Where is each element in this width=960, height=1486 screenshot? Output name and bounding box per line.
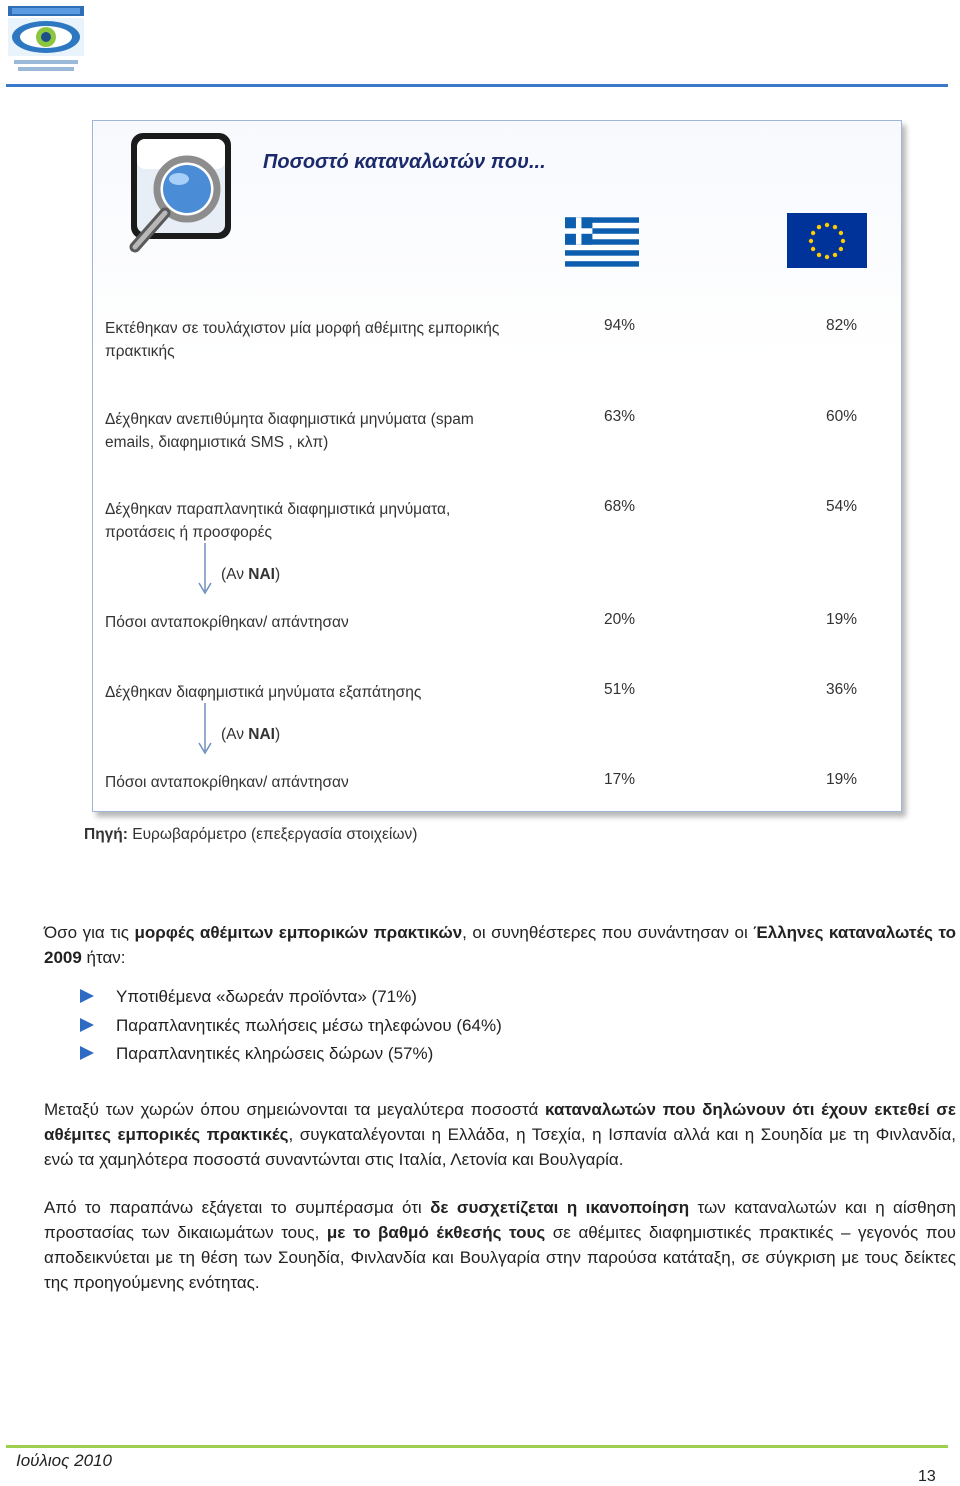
paragraph-conclusion: Από το παραπάνω εξάγεται το συμπέρασμα ότι δε συσχετίζεται η ικανοποίηση των καταναλωτών και η αίσθηση προστασίας των δικαιωμάτων τους, με το βαθμό έκθεσής τους σε αθέμιτες διαφημιστικές πρακτικές – γεγονός που αποδεικνύεται με τη θέση των Σουηδία, Φινλανδία και Βουλγαρία στην παρούσα κατάταξη, σε σύγκριση με τους δείκτες της προηγούμενης ενότητας. — [44, 1198, 957, 1292]
value-eu: 82% — [825, 317, 857, 334]
magnifier-icon — [121, 127, 241, 257]
value-greece: 63% — [603, 408, 635, 425]
row-label: Δέχθηκαν διαφημιστικά μηνύματα εξαπάτησης — [105, 684, 422, 701]
paragraph-forms: Όσο για τις μορφές αθέμιτων εμπορικών πρακτικών, οι συνηθέστερες που συνάντησαν οι Έλληνες καταναλωτές το 2009 ήταν: — [44, 923, 957, 967]
value-eu: 19% — [825, 611, 857, 628]
list-item: Υποτιθέμενα «δωρεάν προϊόντα» (71%) — [80, 984, 502, 1013]
value-greece: 68% — [603, 498, 635, 515]
eye-logo-icon — [8, 6, 84, 74]
row-label: Εκτέθηκαν σε τουλάχιστον μία μορφή αθέμιτης εμπορικής πρακτικής — [105, 320, 500, 360]
value-greece: 51% — [603, 681, 635, 698]
value-greece: 17% — [603, 771, 635, 788]
value-eu: 54% — [825, 498, 857, 515]
list-item: Παραπλανητικές κληρώσεις δώρων (57%) — [80, 1041, 502, 1070]
row-label: Πόσοι ανταποκρίθηκαν/ απάντησαν — [105, 614, 349, 631]
footer-divider — [6, 1445, 948, 1448]
value-eu: 60% — [825, 408, 857, 425]
if-yes-note: (Αν ΝΑΙ) — [221, 726, 281, 743]
value-greece: 94% — [603, 317, 635, 334]
list-item: Παραπλανητικές πωλήσεις μέσω τηλεφώνου (64%) — [80, 1013, 502, 1042]
row-label: Δέχθηκαν παραπλανητικά διαφημιστικά μηνύματα, προτάσεις ή προσφορές — [105, 501, 451, 541]
bullet-triangle-icon — [80, 1046, 94, 1060]
paragraph-countries: Μεταξύ των χωρών όπου σημειώνονται τα μεγαλύτερα ποσοστά καταναλωτών που δηλώνουν ότι έχουν εκτεθεί σε αθέμιτες εμπορικές πρακτικές, συγκαταλέγονται η Ελλάδα, η Τσεχία, η Ισπανία αλλά και η Σουηδία με τη Φινλανδία, ενώ τα χαμηλότερα ποσοστά συναντώνται στις Ιταλία, Λετονία και Βουλγαρία. — [44, 1100, 956, 1169]
header-divider — [6, 84, 948, 87]
box-title: Ποσοστό καταναλωτών που... — [263, 151, 546, 173]
value-greece: 20% — [603, 611, 635, 628]
down-arrow-icon — [197, 703, 213, 755]
page-number: 13 — [918, 1468, 936, 1485]
practices-list — [80, 984, 502, 1070]
eu-flag-icon — [787, 213, 867, 268]
row-label: Πόσοι ανταποκρίθηκαν/ απάντησαν — [105, 774, 349, 791]
survey-box — [92, 120, 902, 812]
value-eu: 36% — [825, 681, 857, 698]
greek-flag-icon — [565, 217, 639, 267]
value-eu: 19% — [825, 771, 857, 788]
footer-date: Ιούλιος 2010 — [16, 1451, 112, 1470]
source-note: Πηγή: Ευρωβαρόμετρο (επεξεργασία στοιχείων) — [84, 826, 418, 843]
bullet-triangle-icon — [80, 989, 94, 1003]
bullet-triangle-icon — [80, 1018, 94, 1032]
down-arrow-icon — [197, 543, 213, 595]
row-label: Δέχθηκαν ανεπιθύμητα διαφημιστικά μηνύματα (spam emails, διαφημιστικά SMS , κλπ) — [105, 411, 474, 451]
if-yes-note: (Αν ΝΑΙ) — [221, 566, 281, 583]
